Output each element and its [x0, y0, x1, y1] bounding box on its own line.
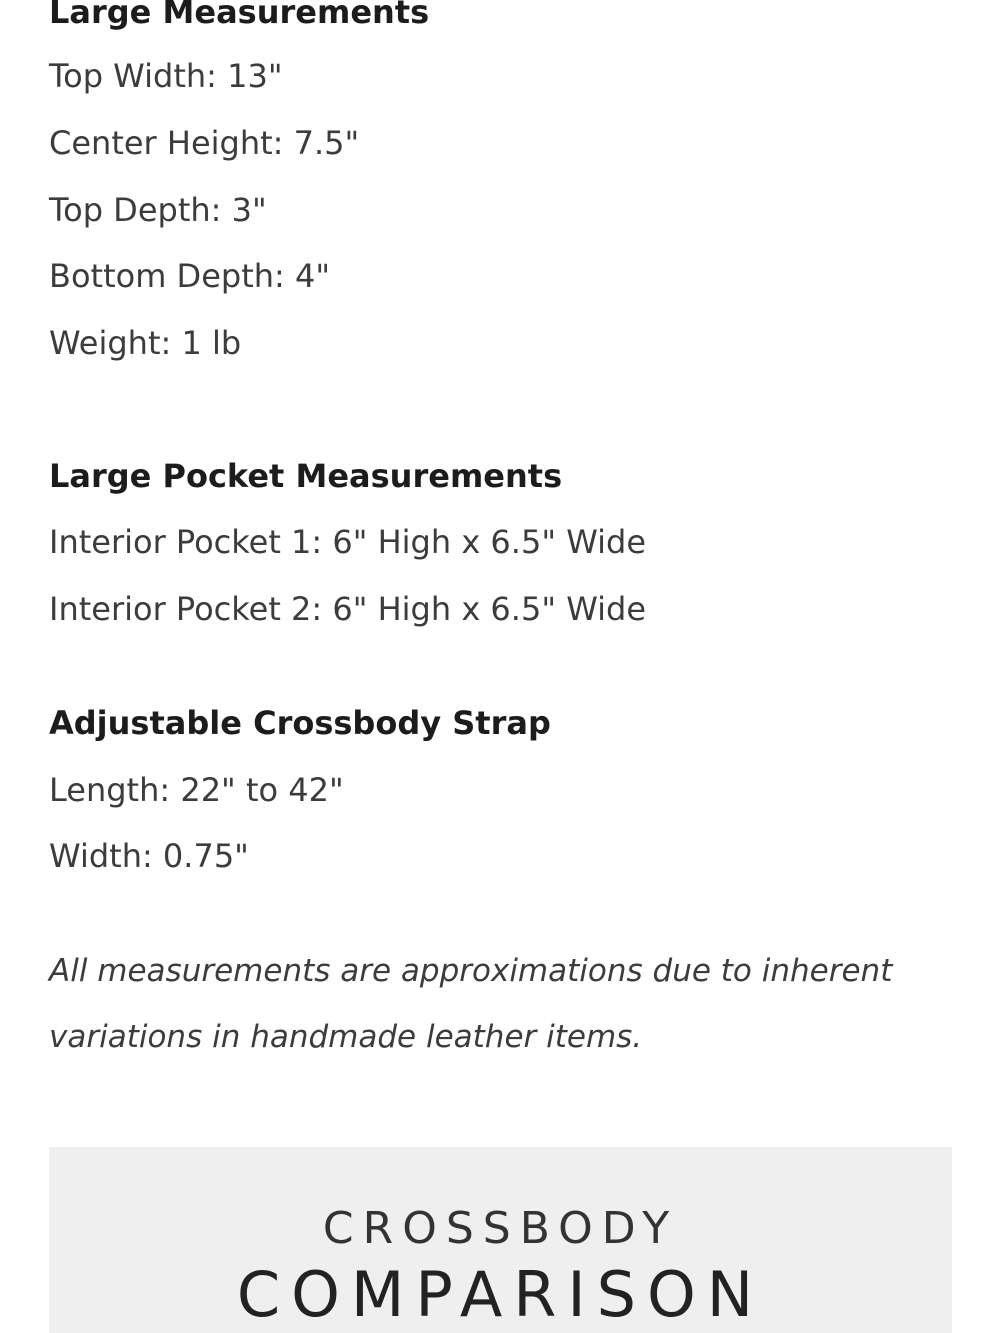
measurement-row	[49, 190, 952, 230]
measurement-line: Top Width: 13"	[49, 57, 283, 95]
measurement-line: Interior Pocket 1: 6" High x 6.5" Wide	[49, 523, 647, 561]
note-line: All measurements are approximations due to inherent	[49, 953, 893, 989]
measurement-line: Weight: 1 lb	[49, 324, 242, 362]
large-measurements-list	[49, 56, 952, 96]
measurement-line: Top Depth: 3"	[49, 191, 267, 229]
measurement-line: Bottom Depth: 4"	[49, 257, 331, 295]
strap-section	[49, 703, 952, 743]
pocket-measurements-section	[49, 456, 952, 496]
measurement-row	[49, 522, 952, 562]
section-heading: Large Pocket Measurements	[49, 457, 563, 495]
measurement-row	[49, 323, 952, 363]
measurement-row	[49, 770, 952, 810]
measurement-row	[49, 589, 952, 629]
crossbody-comparison-banner	[49, 1147, 952, 1333]
banner-title-line1: CROSSBODY	[322, 1203, 679, 1254]
approximation-note	[49, 938, 952, 1070]
measurement-line: Width: 0.75"	[49, 837, 249, 875]
large-measurements-section	[49, 0, 952, 32]
measurement-row	[49, 123, 952, 163]
measurement-row	[49, 256, 952, 296]
measurement-line: Center Height: 7.5"	[49, 124, 360, 162]
banner-title-line2: COMPARISON	[236, 1258, 765, 1331]
measurement-row	[49, 836, 952, 876]
section-heading: Large Measurements	[49, 0, 430, 31]
measurement-line: Interior Pocket 2: 6" High x 6.5" Wide	[49, 590, 647, 628]
measurement-line: Length: 22" to 42"	[49, 771, 344, 809]
section-heading: Adjustable Crossbody Strap	[49, 704, 551, 742]
note-line: variations in handmade leather items.	[49, 1019, 643, 1055]
